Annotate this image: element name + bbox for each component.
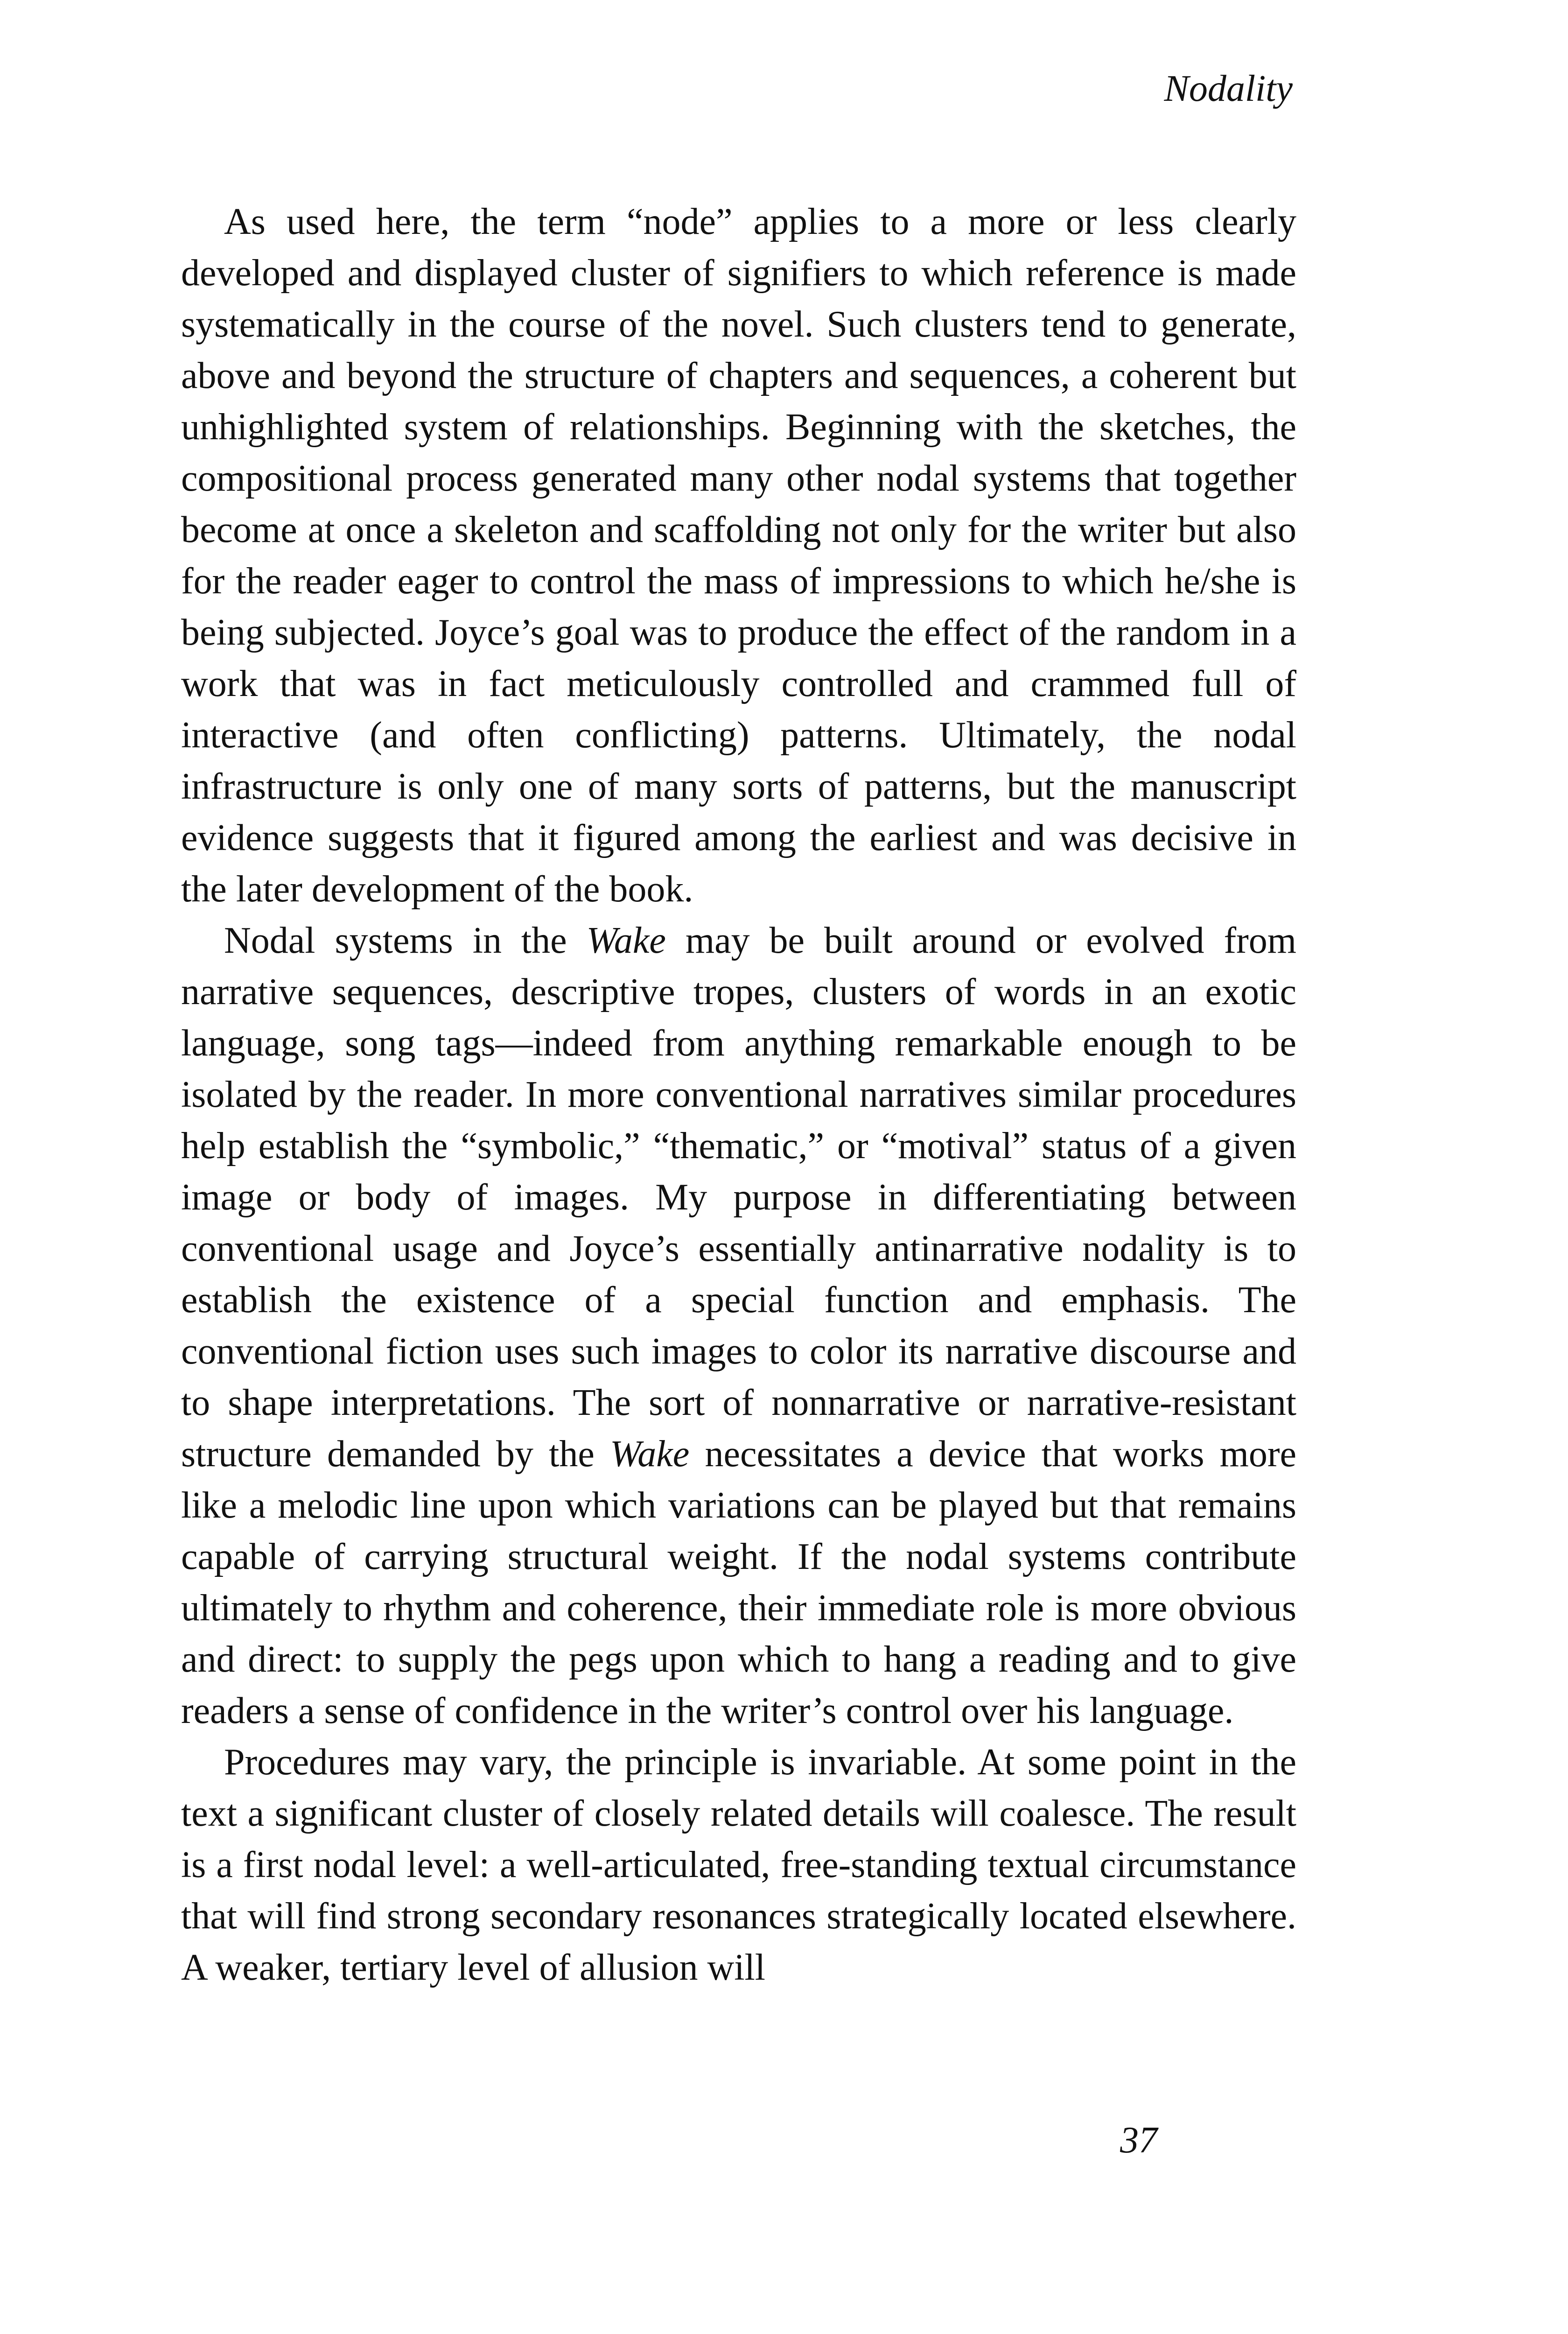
paragraph-2: [181, 915, 1296, 1736]
paragraph-3: [181, 1736, 1296, 1993]
paragraph-1: [181, 196, 1296, 915]
wake-title-italic: Wake: [610, 1434, 690, 1475]
page-number: 37: [1120, 2120, 1157, 2161]
paragraph-2-text-c: necessitates a device that works more like a melodic line upon which variations can be played but that remains capable of carrying structural weight. If the nodal systems contribute ultimately to rhythm and coherence, their immediate role is more obvious and direct: to supply the pegs upon which to hang a reading and to give readers a sense of confidence in the writer’s control over his language.: [181, 1434, 1296, 1731]
paragraph-2-text-b: may be built around or evolved from narrative sequences, descriptive tropes, clusters of words in an exotic language, song tags—indeed from anything remarkable enough to be isolated by the reader. In more conventional narratives similar procedures help establish the “symbolic,” “thematic,” or “motival” status of a given image or body of images. My purpose in differentiating between conventional usage and Joyce’s essentially antinarrative nodality is to establish the existence of a special function and emphasis. The conventional fiction uses such images to color its narrative discourse and to shape interpretations. The sort of nonnarrative or narrative-resistant structure demanded by the: [181, 920, 1296, 1475]
paragraph-2-text-a: Nodal systems in the: [224, 920, 587, 961]
body-text: [181, 196, 1296, 1993]
running-head: Nodality: [1164, 68, 1293, 109]
paragraph-3-text: Procedures may vary, the principle is invariable. At some point in the text a significant cluster of closely related details will coalesce. The result is a first nodal level: a well-articulated, free-standing textual circumstance that will find strong secondary resonances strategically located elsewhere. A weaker, tertiary level of allusion will: [181, 1742, 1296, 1988]
paragraph-1-text: As used here, the term “node” applies to a more or less clearly developed and displayed cluster of signifiers to which reference is made systematically in the course of the novel. Such clusters tend to generate, above and beyond the structure of chapters and sequences, a coherent but unhighlighted system of relationships. Beginning with the sketches, the compositional process generated many other nodal systems that together become at once a skeleton and scaffolding not only for the writer but also for the reader eager to control the mass of impressions to which he/she is being subjected. Joyce’s goal was to produce the effect of the random in a work that was in fact meticulously controlled and crammed full of interactive (and often conflicting) patterns. Ultimately, the nodal infrastructure is only one of many sorts of patterns, but the manuscript evidence suggests that it figured among the earliest and was decisive in the later development of the book.: [181, 201, 1296, 910]
wake-title-italic: Wake: [586, 920, 666, 961]
